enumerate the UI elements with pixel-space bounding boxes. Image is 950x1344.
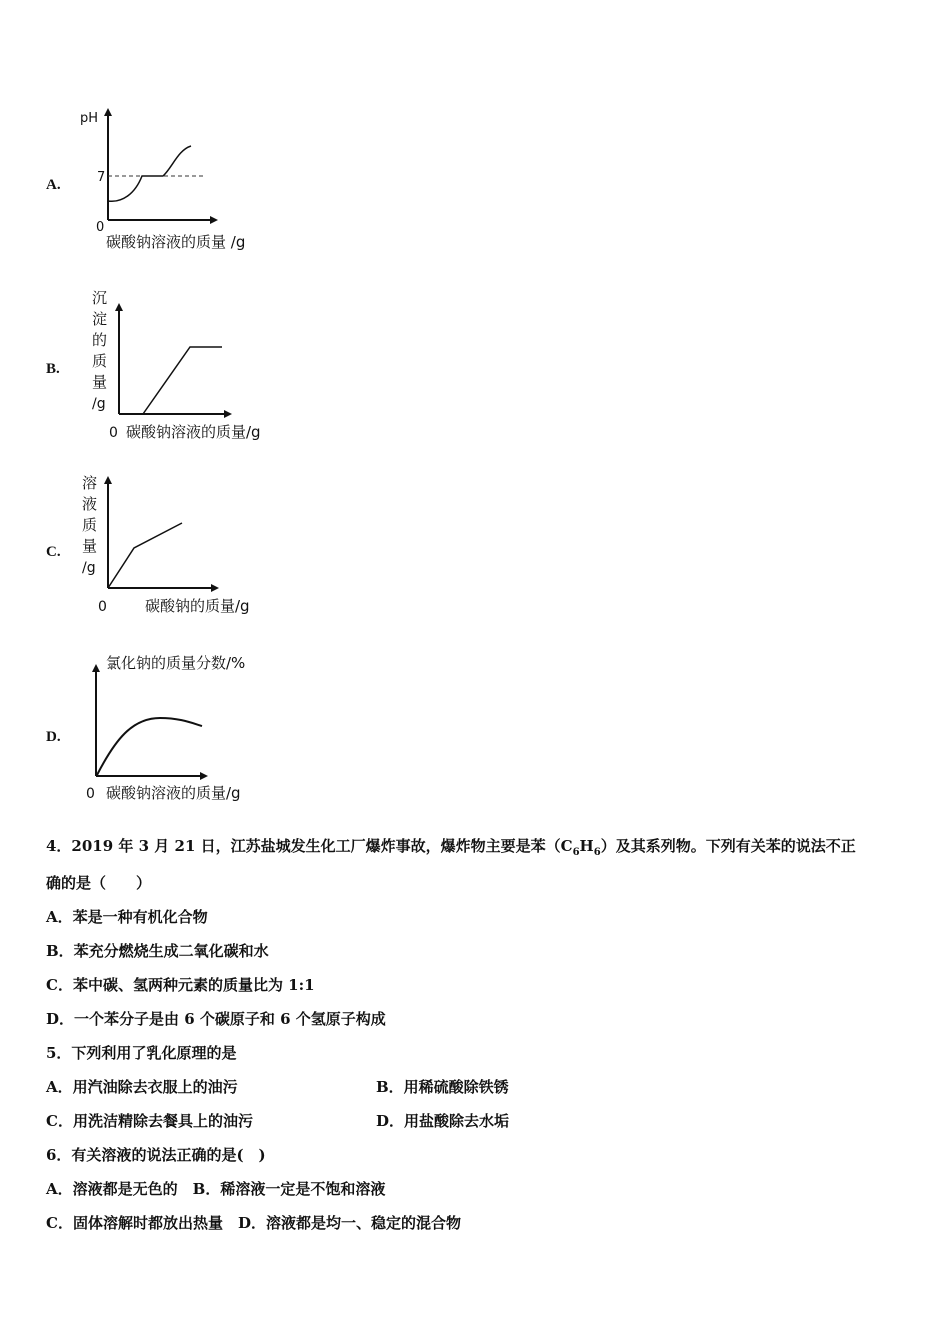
- option-label-c: C.: [46, 544, 61, 560]
- graph-a-origin: 0: [96, 220, 105, 235]
- q6-options-row-1: A．溶液都是无色的 B．稀溶液一定是不饱和溶液: [46, 1180, 386, 1198]
- graph-d-y-label: 氯化钠的质量分数/%: [106, 654, 246, 672]
- q4-stem-part: ）及其系列物。下列有关苯的说法不正: [600, 837, 856, 855]
- graph-c-y-char: 质: [82, 516, 98, 534]
- graph-c-x-label: 碳酸钠的质量/g: [145, 597, 250, 615]
- q4-stem-part: H: [579, 837, 594, 855]
- q4-option-c: C．苯中碳、氢两种元素的质量比为 1:1: [46, 976, 315, 994]
- graph-b-y-char: 的: [92, 331, 108, 349]
- graph-c-y-char: /g: [82, 560, 96, 576]
- graph-a-ph-curve: [108, 146, 191, 201]
- q4-option-d: D．一个苯分子是由 6 个碳原子和 6 个氢原子构成: [46, 1010, 386, 1028]
- q4-subscript: 6: [572, 847, 580, 858]
- graph-c-solution-mass-line: [108, 523, 182, 588]
- graph-b-y-char: 质: [92, 352, 108, 370]
- q4-stem-line-1: [46, 836, 856, 863]
- q5-option-b: B．用稀硫酸除铁锈: [376, 1078, 509, 1096]
- graph-b-y-char: /g: [92, 396, 106, 412]
- q6-options-row-2: C．固体溶解时都放出热量 D．溶液都是均一、稳定的混合物: [46, 1214, 461, 1232]
- q4-stem-part: 4．2019 年 3 月 21 日，江苏盐城发生化工厂爆炸事故，爆炸物主要是苯（C: [46, 837, 573, 855]
- graph-b-x-label: 碳酸钠溶液的质量/g: [126, 423, 261, 441]
- graph-b-y-char: 量: [92, 373, 108, 391]
- graph-b-precipitate-line: [143, 347, 222, 414]
- graph-d: [86, 654, 245, 802]
- graph-d-origin: 0: [86, 786, 95, 802]
- q5-option-a: A．用汽油除去衣服上的油污: [46, 1078, 238, 1096]
- graph-b-origin: 0: [109, 425, 118, 441]
- graph-c-origin: 0: [98, 599, 107, 615]
- q6-stem: 6．有关溶液的说法正确的是( ): [46, 1146, 266, 1164]
- graph-a-y-label: pH: [80, 111, 99, 126]
- graph-b-y-char: 沉: [92, 289, 108, 307]
- q4-subscript: 6: [593, 847, 601, 858]
- q5-option-d: D．用盐酸除去水垢: [376, 1112, 510, 1130]
- q5-stem: 5．下列利用了乳化原理的是: [46, 1044, 237, 1062]
- q5-option-c: C．用洗洁精除去餐具上的油污: [46, 1112, 253, 1130]
- graph-a-y-tick-7: 7: [97, 170, 106, 185]
- option-label-b: B.: [46, 361, 60, 377]
- graph-a-x-label: 碳酸钠溶液的质量 /g: [106, 233, 246, 251]
- graph-d-nacl-fraction-curve: [97, 718, 202, 775]
- q4-option-b: B．苯充分燃烧生成二氧化碳和水: [46, 942, 269, 960]
- graph-b-y-char: 淀: [92, 310, 108, 328]
- option-label-a: A.: [46, 177, 61, 193]
- option-label-d: D.: [46, 729, 61, 745]
- q4-stem-line-2: 确的是（ ）: [46, 874, 152, 892]
- q4-option-a: A．苯是一种有机化合物: [46, 908, 208, 926]
- graph-c-y-char: 溶: [82, 474, 98, 492]
- graph-a: [80, 110, 245, 251]
- graph-b: [92, 289, 261, 441]
- graph-c: [82, 474, 250, 615]
- graph-c-y-char: 量: [82, 537, 98, 555]
- graph-c-y-char: 液: [82, 495, 98, 513]
- graph-d-x-label: 碳酸钠溶液的质量/g: [106, 784, 241, 802]
